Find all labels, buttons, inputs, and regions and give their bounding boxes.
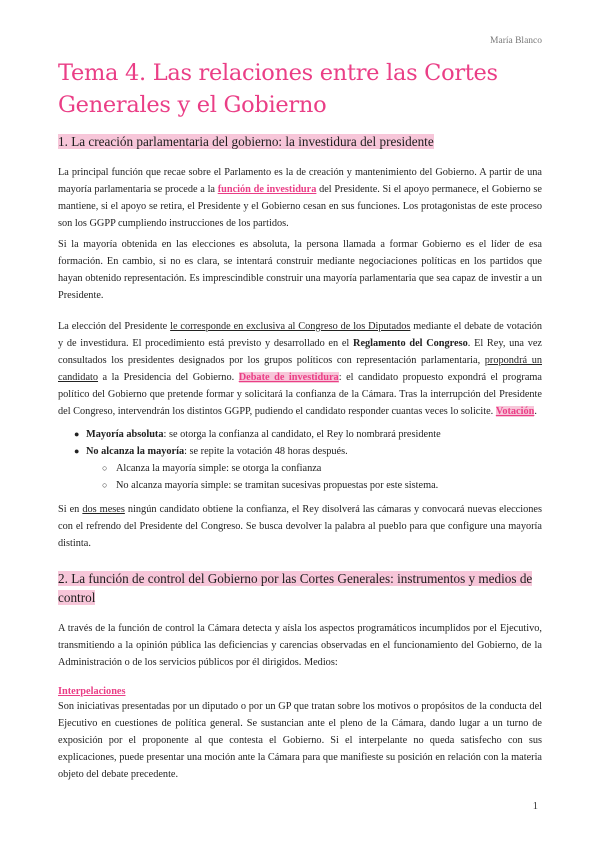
list-item	[58, 477, 542, 494]
underlined-text: le corresponde en exclusiva al Congreso de los Diputados	[170, 321, 411, 332]
text-run: La elección del Presidente	[58, 321, 171, 332]
section-2-paragraph-1: A través de la función de control la Cámara detecta y aísla los aspectos programáticos incumplidos por el Ejecutivo, transmitiendo a la opinión pública las deficiencias y carencias observadas en el funcionamiento del Gobierno, de la Administración o de los servicios públicos por él dirigidos. Medios:	[58, 623, 542, 668]
underlined-text: propondrá un candidato	[58, 355, 542, 383]
section-1-paragraph-4	[58, 501, 542, 552]
text-run: del Presidente. Si el apoyo permanece, el Gobierno se mantiene, si el apoyo se retira, el Presidente y el Gobierno cesan en sus funciones. Los protagonistas de este proceso son los GGPP cumpliendo instrucciones de los partidos.	[58, 184, 542, 229]
bold-text: Mayoría absoluta	[86, 429, 164, 440]
voting-outcomes-list	[58, 426, 542, 494]
text-run: : el candidato propuesto expondrá el programa político del Gobierno que pretende formar y solicitará la confianza de la Cámara. Tras la interrupción del Presidente del Congreso, intervendrán los distintos GGPP, pudiendo el candidato responder cuantas veces lo solicite.	[58, 372, 542, 417]
bold-text: No alcanza la mayoría	[86, 446, 185, 457]
votacion-link[interactable]: Votación	[495, 406, 535, 417]
section-1-heading	[58, 132, 434, 151]
section-1-paragraph-3	[58, 318, 542, 420]
funcion-investidura-link[interactable]: función de investidura	[217, 184, 317, 195]
list-item	[58, 443, 542, 460]
section-2-paragraph-2: Son iniciativas presentadas por un diputado o por un GP que tratan sobre los motivos o propósitos de la conducta del Ejecutivo en cuestiones de política general. Se sustancian ante el pleno de la Cámara, dando lugar a un turno de exposición por el proponente al que contesta el Gobierno. Si el interpelante no queda satisfecho con sus explicaciones, puede presentar una moción ante la Cámara para que manifieste su posición en relación con la materia objeto del debate precedente.	[58, 701, 542, 780]
page-title: Tema 4. Las relaciones entre las Cortes Generales y el Gobierno	[58, 60, 498, 118]
text-run: Si en	[58, 504, 83, 515]
section-1-paragraph-2: Si la mayoría obtenida en las elecciones es absoluta, la persona llamada a formar Gobierno es el líder de esa formación. En cambio, si no es clara, se intentará construir mediante negociaciones políticas en los partidos que hayan obtenido representación. Es imprescindible construir una mayoría parlamentaria que sea capaz de investir a un Presidente.	[58, 239, 542, 301]
hollow-bullet-icon: ○	[102, 480, 108, 490]
text-run: mediante el debate de votación y de investidura. El procedimiento está previsto y desarrollado en el	[58, 321, 542, 349]
section-1-paragraph-1	[58, 164, 542, 232]
section-1-heading-text: 1. La creación parlamentaria del gobierno: la investidura del presidente	[58, 134, 434, 149]
underlined-text: dos meses	[82, 504, 125, 515]
list-item	[58, 460, 542, 477]
page-number: 1	[532, 801, 538, 812]
bullet-icon: ●	[74, 446, 80, 456]
hollow-bullet-icon: ○	[102, 463, 108, 473]
section-2-heading-text: 2. La función de control del Gobierno por las Cortes Generales: instrumentos y medios de control	[58, 571, 533, 605]
debate-investidura-link[interactable]: Debate de investidura	[238, 372, 339, 383]
text-run: La principal función que recae sobre el Parlamento es la de creación y mantenimiento del Gobierno. A partir de una mayoría parlamentaria se procede a la	[58, 167, 542, 195]
list-item	[58, 426, 542, 443]
text-run: Alcanza la mayoría simple: se otorga la confianza	[116, 463, 322, 474]
text-run: .	[534, 406, 537, 417]
bullet-icon: ●	[74, 429, 80, 439]
interpelaciones-subheading: Interpelaciones	[58, 686, 126, 697]
text-run: : se otorga la confianza al candidato, el Rey lo nombrará presidente	[163, 429, 441, 440]
text-run: ningún candidato obtiene la confianza, el Rey disolverá las cámaras y convocará nuevas elecciones con el refrendo del Presidente del Congreso. Se busca devolver la palabra al pueblo para que configure una mayoría distinta.	[58, 504, 542, 549]
text-run: a la Presidencia del Gobierno.	[98, 372, 239, 383]
text-run: : se repite la votación 48 horas después.	[184, 446, 348, 457]
section-2-heading	[58, 569, 542, 607]
bold-text: Reglamento del Congreso	[353, 338, 468, 349]
text-run: No alcanza mayoría simple: se tramitan sucesivas propuestas por este sistema.	[116, 480, 439, 491]
text-run: . El Rey, una vez consultados los presidentes designados por los grupos políticos con representación parlamentaria,	[58, 338, 542, 366]
header-author: María Blanco	[490, 36, 542, 46]
